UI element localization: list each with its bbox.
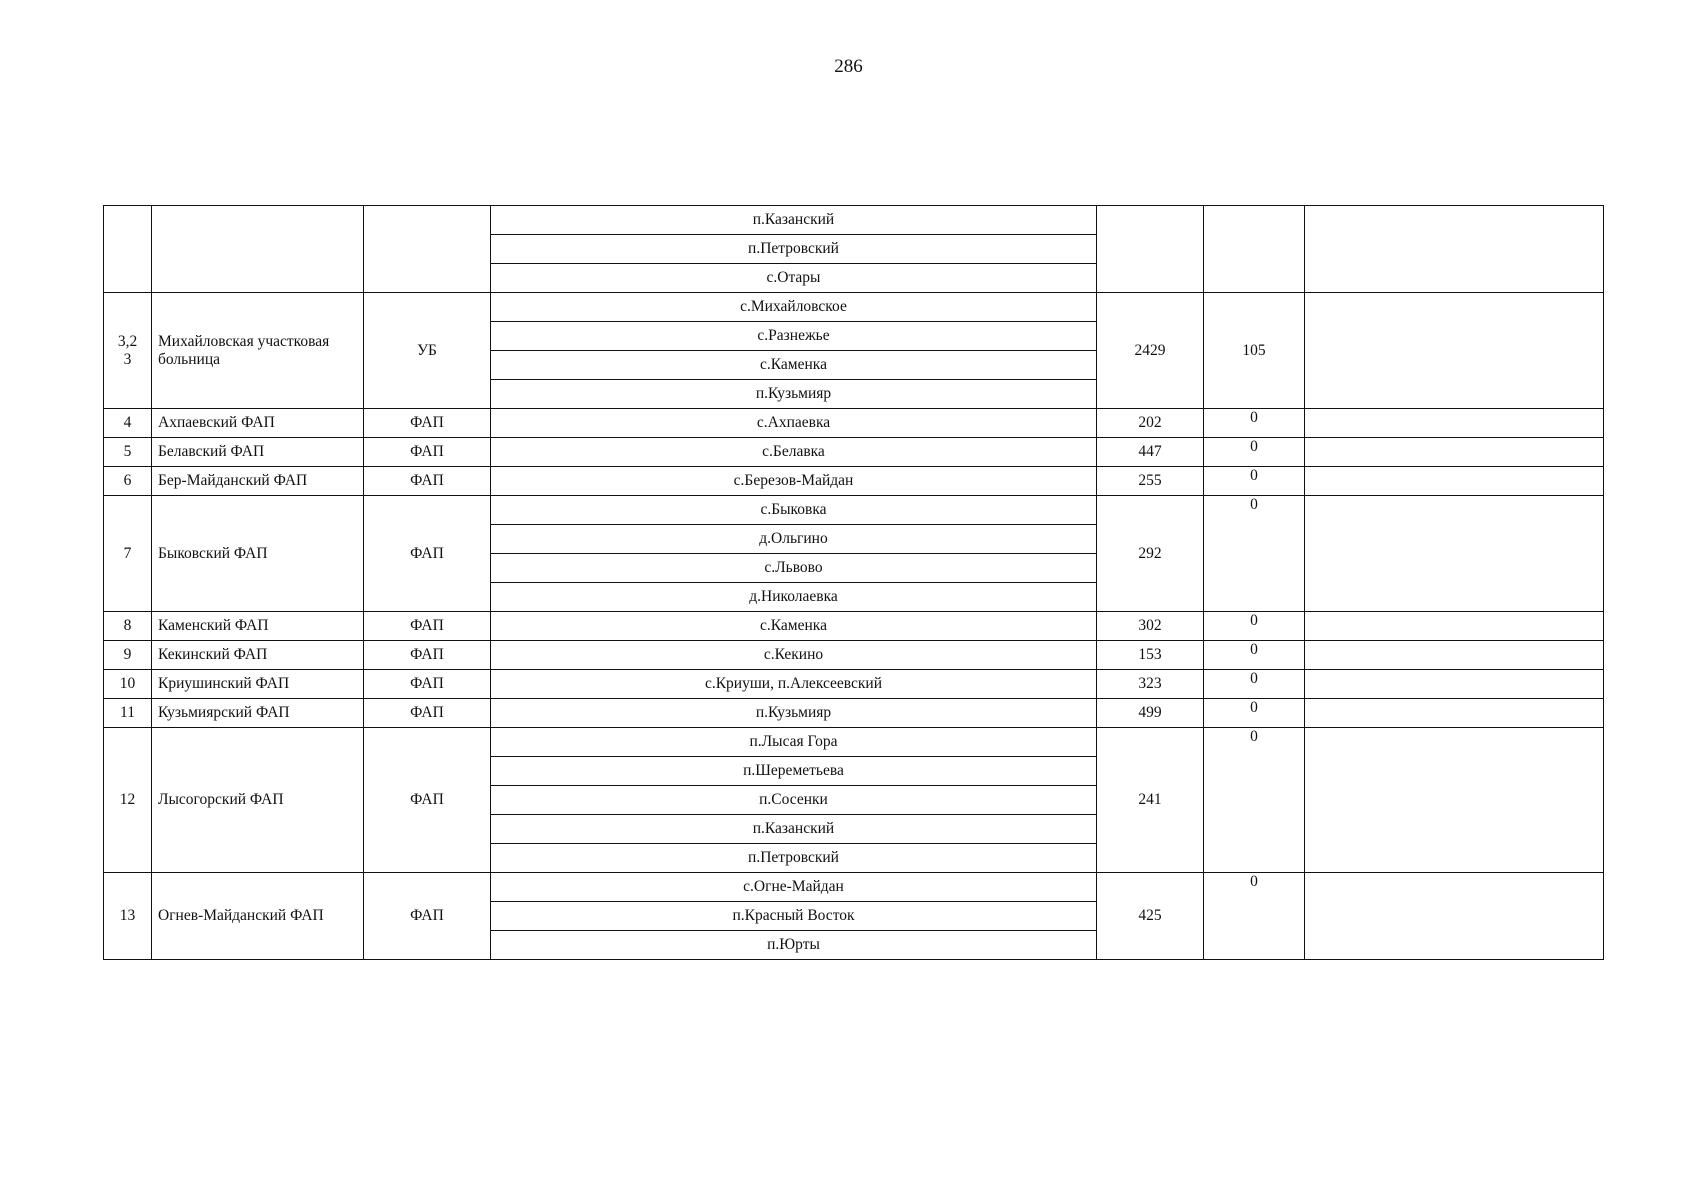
facility-name: Каменский ФАП xyxy=(152,612,364,641)
table-row xyxy=(104,728,1604,757)
facility-type: ФАП xyxy=(364,438,491,467)
row-number: 10 xyxy=(104,670,152,699)
facility-name: Белавский ФАП xyxy=(152,438,364,467)
settlement-name: п.Кузьмияр xyxy=(491,380,1097,409)
settlement-name: с.Разнежье xyxy=(491,322,1097,351)
table-row xyxy=(104,612,1604,641)
facility-type: ФАП xyxy=(364,670,491,699)
notes-cell xyxy=(1305,612,1604,641)
facility-value: 0 xyxy=(1204,699,1305,728)
settlement-name: п.Кузьмияр xyxy=(491,699,1097,728)
settlement-name: д.Ольгино xyxy=(491,525,1097,554)
facility-type: ФАП xyxy=(364,873,491,960)
settlement-name: с.Криуши, п.Алексеевский xyxy=(491,670,1097,699)
row-number: 5 xyxy=(104,438,152,467)
settlement-name: с.Березов-Майдан xyxy=(491,467,1097,496)
settlement-name: д.Николаевка xyxy=(491,583,1097,612)
facility-name: Кекинский ФАП xyxy=(152,641,364,670)
row-number: 3,2 3 xyxy=(104,293,152,409)
table-row xyxy=(104,670,1604,699)
settlement-name: с.Быковка xyxy=(491,496,1097,525)
facility-value: 105 xyxy=(1204,293,1305,409)
settlement-name: п.Казанский xyxy=(491,815,1097,844)
facility-value: 0 xyxy=(1204,670,1305,699)
notes-cell xyxy=(1305,699,1604,728)
population-count: 323 xyxy=(1097,670,1204,699)
facility-value: 0 xyxy=(1204,728,1305,873)
settlement-name: п.Юрты xyxy=(491,931,1097,960)
facility-type: ФАП xyxy=(364,612,491,641)
facility-value: 0 xyxy=(1204,438,1305,467)
settlement-name: с.Кекино xyxy=(491,641,1097,670)
table-row xyxy=(104,699,1604,728)
population-count xyxy=(1097,206,1204,293)
table-row xyxy=(104,409,1604,438)
population-count: 2429 xyxy=(1097,293,1204,409)
notes-cell xyxy=(1305,641,1604,670)
row-number: 7 xyxy=(104,496,152,612)
facility-value: 0 xyxy=(1204,612,1305,641)
population-count: 499 xyxy=(1097,699,1204,728)
table-row xyxy=(104,873,1604,902)
notes-cell xyxy=(1305,873,1604,960)
facility-name: Быковский ФАП xyxy=(152,496,364,612)
population-count: 292 xyxy=(1097,496,1204,612)
settlement-name: с.Каменка xyxy=(491,612,1097,641)
row-number: 9 xyxy=(104,641,152,670)
settlement-name: п.Петровский xyxy=(491,844,1097,873)
population-count: 255 xyxy=(1097,467,1204,496)
population-count: 425 xyxy=(1097,873,1204,960)
page-number: 286 xyxy=(834,56,863,77)
settlement-name: п.Шереметьева xyxy=(491,757,1097,786)
facility-type: ФАП xyxy=(364,699,491,728)
facility-name: Кузьмиярский ФАП xyxy=(152,699,364,728)
facility-name: Лысогорский ФАП xyxy=(152,728,364,873)
notes-cell xyxy=(1305,728,1604,873)
table-row xyxy=(104,641,1604,670)
settlement-name: с.Отары xyxy=(491,264,1097,293)
row-number: 11 xyxy=(104,699,152,728)
facility-name: Криушинский ФАП xyxy=(152,670,364,699)
settlement-name: п.Красный Восток xyxy=(491,902,1097,931)
facility-value: 0 xyxy=(1204,409,1305,438)
facility-type: ФАП xyxy=(364,641,491,670)
facility-type xyxy=(364,206,491,293)
settlement-name: с.Львово xyxy=(491,554,1097,583)
facilities-table xyxy=(103,205,1604,960)
table-body xyxy=(104,206,1604,960)
population-count: 302 xyxy=(1097,612,1204,641)
settlement-name: п.Петровский xyxy=(491,235,1097,264)
facility-type: ФАП xyxy=(364,467,491,496)
facility-value xyxy=(1204,206,1305,293)
notes-cell xyxy=(1305,496,1604,612)
facility-type: ФАП xyxy=(364,409,491,438)
notes-cell xyxy=(1305,409,1604,438)
table-row xyxy=(104,438,1604,467)
facility-name: Бер-Майданский ФАП xyxy=(152,467,364,496)
row-number xyxy=(104,206,152,293)
table-row xyxy=(104,206,1604,235)
row-number: 13 xyxy=(104,873,152,960)
settlement-name: п.Сосенки xyxy=(491,786,1097,815)
facility-value: 0 xyxy=(1204,467,1305,496)
facility-type: ФАП xyxy=(364,728,491,873)
notes-cell xyxy=(1305,467,1604,496)
population-count: 202 xyxy=(1097,409,1204,438)
population-count: 447 xyxy=(1097,438,1204,467)
population-count: 241 xyxy=(1097,728,1204,873)
settlement-name: п.Лысая Гора xyxy=(491,728,1097,757)
row-number: 6 xyxy=(104,467,152,496)
settlement-name: с.Огне-Майдан xyxy=(491,873,1097,902)
row-number: 8 xyxy=(104,612,152,641)
notes-cell xyxy=(1305,206,1604,293)
row-number: 4 xyxy=(104,409,152,438)
facility-name: Михайловская участковая больница xyxy=(152,293,364,409)
settlement-name: с.Ахпаевка xyxy=(491,409,1097,438)
settlement-name: п.Казанский xyxy=(491,206,1097,235)
notes-cell xyxy=(1305,438,1604,467)
table-row xyxy=(104,293,1604,322)
facility-name xyxy=(152,206,364,293)
facility-value: 0 xyxy=(1204,641,1305,670)
facility-name: Ахпаевский ФАП xyxy=(152,409,364,438)
notes-cell xyxy=(1305,293,1604,409)
table-row xyxy=(104,496,1604,525)
notes-cell xyxy=(1305,670,1604,699)
facility-value: 0 xyxy=(1204,496,1305,612)
facility-type: ФАП xyxy=(364,496,491,612)
settlement-name: с.Михайловское xyxy=(491,293,1097,322)
row-number: 12 xyxy=(104,728,152,873)
settlement-name: с.Каменка xyxy=(491,351,1097,380)
facility-type: УБ xyxy=(364,293,491,409)
population-count: 153 xyxy=(1097,641,1204,670)
facility-value: 0 xyxy=(1204,873,1305,960)
settlement-name: с.Белавка xyxy=(491,438,1097,467)
facility-name: Огнев-Майданский ФАП xyxy=(152,873,364,960)
table-row xyxy=(104,467,1604,496)
